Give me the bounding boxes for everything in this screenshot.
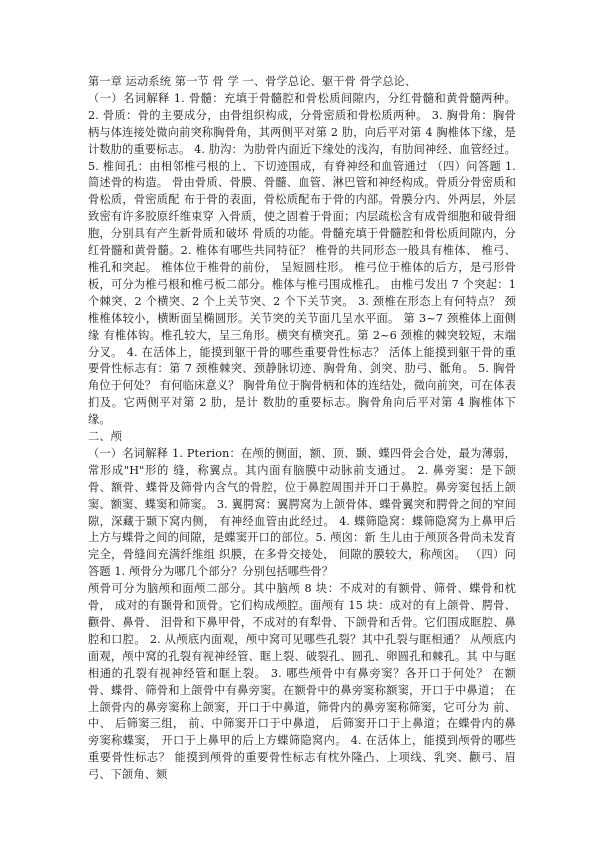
- section-osteology-general-text: （一）名词解释 1. 骨髓：充填于骨髓腔和骨松质间隙内，分红骨髓和黄骨髓两种。 2. 骨质：骨的主要成分，由骨组织构成，分骨密质和骨松质两种。 3. 胸骨角：胸骨柄与体连接处微向前突称胸骨角，其两侧平对第 2 肋，向后平对第 4 胸椎体下缘，是计数肋的重要标志。 4. 肋沟：为肋骨内面近下缘处的浅沟，有肋间神经、血管经过。 5. 椎间孔：由相邻椎弓根的上、下切迹围成，有脊神经和血管通过 （四）问答题 1. 简述骨的构造。 骨由骨质、骨膜、骨髓、血管、淋巴管和神经构成。骨质分骨密质和骨松质，骨密质配 布于骨的表面，骨松质配布于骨的内部。骨膜分内、外两层，外层致密有许多胶原纤维束穿 入骨质，使之固着于骨面；内层疏松含有成骨细胞和破骨细胞，分别具有产生新骨质和破坏 骨质的功能。骨髓充填于骨髓腔和骨松质间隙内，分红骨髓和黄骨髓。2. 椎体有哪些共同特征？ 椎骨的共同形态一般具有椎体、 椎弓、 椎孔和突起。 椎体位于椎骨的前份， 呈短圆柱形。 椎弓位于椎体的后方，是弓形骨板，可分为椎弓根和椎弓板二部分。椎体与椎弓围成椎孔。 由椎弓发出 7 个突起：1 个棘突、2 个横突、2 个上关节突、2 个下关节突。 3. 颈椎在形态上有何特点？ 颈椎椎体较小，横断面呈椭圆形。关节突的关节面几呈水平面。 第 3~7 颈椎体上面侧缘 有椎体钩。椎孔较大，呈三角形。横突有横突孔。第 2~6 颈椎的棘突较短，末端分叉。 4. 在活体上，能摸到躯干骨的哪些重要骨性标志？ 活体上能摸到躯干骨的重要骨性标志有：第 7 颈椎棘突、颈静脉切迹、胸骨角、剑突、肋弓、骶角。 5. 胸骨角位于何处？ 有何临床意义？ 胸骨角位于胸骨柄和体的连结处，微向前突，可在体表扪及。它两侧平对第 2 肋，是计 数肋的重要标志。胸骨角向后平对第 4 胸椎体下缘。: [88, 91, 516, 427]
- section-skull-heading: 二、颅: [88, 430, 123, 444]
- document-page: [88, 74, 516, 784]
- section-skull-terms-text: （一）名词解释 1. Pterion：在颅的侧面，额、顶、颞、蝶四骨会合处，最为薄弱，常形成"H"形的 缝，称翼点。其内面有脑膜中动脉前支通过。 2. 鼻旁窦：是下颌骨、额骨、蝶骨及筛骨内含气的骨腔，位于鼻腔周围并开口于鼻腔。鼻旁窦包括上颌窦、额窦、蝶窦和筛窦。 3. 翼腭窝：翼腭窝为上颌骨体、蝶骨翼突和腭骨之间的窄间隙，深藏于颞下窝内侧， 有神经血管由此经过。 4. 蝶筛隐窝：蝶筛隐窝为上鼻甲后上方与蝶骨之间的间隙，是蝶窦开口的部位。5. 颅囟：新 生儿由于颅顶各骨尚未发育完全，骨缝间充满纤维组 织膜，在多骨交接处， 间隙的膜较大，称颅囟。 （四）问答题 1. 颅骨分为哪几个部分？分别包括哪些骨？: [88, 446, 516, 579]
- section-skull-answers-text: 颅骨可分为脑颅和面颅二部分。其中脑颅 8 块：不成对的有额骨、筛骨、蝶骨和枕骨， 成对的有颞骨和顶骨。它们构成颅腔。面颅有 15 块：成对的有上颌骨、腭骨、颧骨、鼻骨、 泪骨和下鼻甲骨，不成对的有犁骨、下颌骨和舌骨。它们围成眶腔、鼻腔和口腔。 2. 从颅底内面观，颅中窝可见哪些孔裂？其中孔裂与眶相通？ 从颅底内面观，颅中窝的孔裂有视神经管、眶上裂、破裂孔、圆孔、卵圆孔和棘孔。其 中与眶相通的孔裂有视神经管和眶上裂。 3. 哪些颅骨中有鼻旁窦？各开口于何处？ 在额骨、蝶骨、筛骨和上颌骨中有鼻旁窦。在额骨中的鼻旁窦称额窦，开口于中鼻道； 在上颌骨内的鼻旁窦称上颌窦，开口于中鼻道，筛骨内的鼻旁窦称筛窦，它可分为 前、中、 后筛窦三组， 前、中筛窦开口于中鼻道， 后筛窦开口于上鼻道；在蝶骨内的鼻旁窦称蝶窦， 开口于上鼻甲的后上方蝶筛隐窝内。 4. 在活体上，能摸到颅骨的哪些重要骨性标志？ 能摸到颅骨的重要骨性标志有枕外隆凸、上项线、乳突、颧弓、眉弓、下颌角、颏: [88, 582, 516, 782]
- chapter-heading: 第一章 运动系统 第一节 骨 学 一、骨学总论、躯干骨 骨学总论、: [88, 75, 417, 88]
